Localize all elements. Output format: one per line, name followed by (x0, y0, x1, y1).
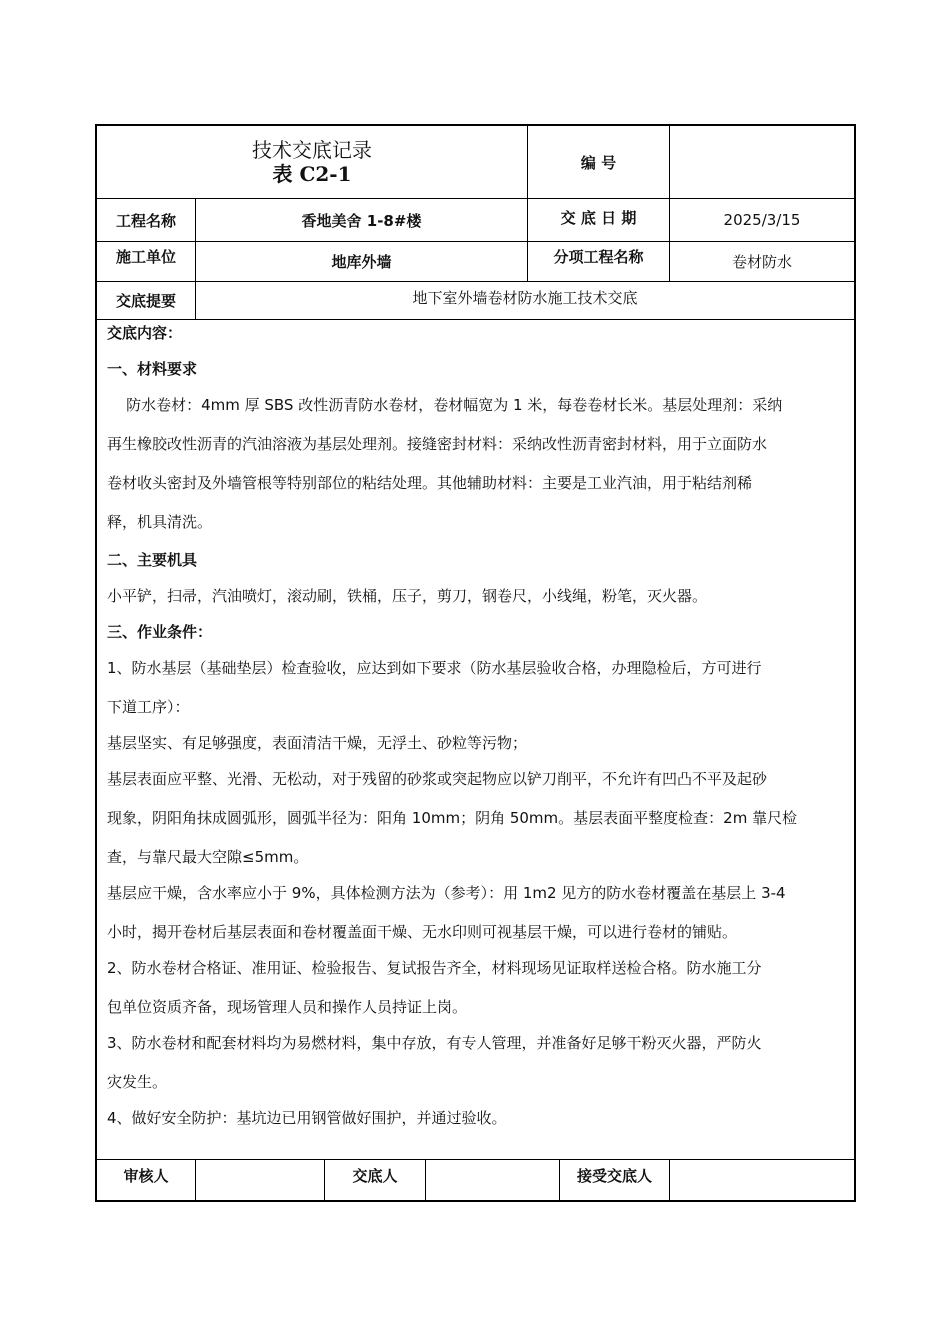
summary-label: 交底提要 (115, 292, 176, 310)
form-code: 表 C2-1 (272, 162, 352, 186)
content-line: 小平铲，扫帚，汽油喷灯，滚动刷，铁桶，压子，剪刀，钢卷尺，小线绳，粉笔，灭火器。 (107, 587, 708, 605)
form-title-block (97, 126, 527, 198)
content-line: 查，与靠尺最大空隙≤5mm。 (107, 848, 309, 866)
content-line: 基层应干燥，含水率应小于 9%，具体检测方法为（参考）：用 1m2 见方的防水卷材覆盖在基层上 3-4 (107, 884, 786, 902)
content-line: 防水卷材：4mm 厚 SBS 改性沥青防水卷材，卷材幅宽为 1 米，每卷卷材长米。基层处理剂：采纳 (107, 396, 783, 414)
content-line: 释，机具清洗。 (107, 513, 213, 531)
construction-unit-label: 施工单位 (115, 247, 176, 266)
project-name-label: 工程名称 (115, 211, 176, 230)
content-line: 卷材收头密封及外墙管根等特别部位的粘结处理。其他辅助材料：主要是工业汽油，用于粘结剂稀 (107, 474, 753, 492)
subproject-label: 分项工程名称 (553, 247, 644, 266)
subproject-value: 卷材防水 (731, 253, 792, 271)
content-line: 2、防水卷材合格证、准用证、检验报告、复试报告齐全，材料现场见证取样送检合格。防水施工分 (107, 959, 762, 977)
receiver-label: 接受交底人 (576, 1166, 652, 1185)
date-label: 交 底 日 期 (560, 208, 637, 227)
receiver-signature[interactable] (670, 1160, 854, 1202)
section-heading: 三、作业条件： (107, 623, 213, 641)
content-line: 基层坚实、有足够强度，表面清洁干燥，无浮土、砂粒等污物； (107, 734, 528, 752)
content-line: 基层表面应平整、光滑、无松动，对于残留的砂浆或突起物应以铲刀削平，不允许有凹凸不平及起砂 (107, 770, 768, 788)
form-title: 技术交底记录 (252, 138, 372, 162)
section-heading: 二、主要机具 (107, 551, 198, 569)
summary-value: 地下室外墙卷材防水施工技术交底 (412, 288, 638, 307)
reviewer-signature[interactable] (196, 1160, 324, 1202)
disclosure-form (95, 124, 856, 1202)
section-heading: 一、材料要求 (107, 360, 198, 378)
reviewer-label: 审核人 (123, 1166, 169, 1185)
discloser-signature[interactable] (426, 1160, 559, 1202)
content-line: 3、防水卷材和配套材料均为易燃材料，集中存放，有专人管理，并准备好足够干粉灭火器，严防火 (107, 1034, 762, 1052)
divider (97, 319, 854, 320)
content-line: 4、做好安全防护：基坑边已用钢管做好围护，并通过验收。 (107, 1109, 507, 1127)
construction-unit-value: 地库外墙 (331, 253, 392, 271)
content-line: 再生橡胶改性沥青的汽油溶液为基层处理剂。接缝密封材料：采纳改性沥青密封材料，用于立面防水 (107, 435, 768, 453)
content-line: 小时，揭开卷材后基层表面和卷材覆盖面干燥、无水印则可视基层干燥，可以进行卷材的铺贴。 (107, 923, 738, 941)
number-value[interactable] (670, 126, 854, 198)
content-line: 1、防水基层（基础垫层）检查验收，应达到如下要求（防水基层验收合格，办理隐检后，方可进行 (107, 659, 762, 677)
date-value: 2025/3/15 (723, 211, 801, 229)
content-heading: 交底内容： (107, 324, 183, 342)
discloser-label: 交底人 (352, 1166, 398, 1185)
content-line: 下道工序）： (107, 698, 190, 716)
number-label: 编 号 (580, 153, 617, 172)
content-line: 现象，阴阳角抹成圆弧形，圆弧半径为：阳角 10mm；阴角 50mm。基层表面平整度检查：2m 靠尺检 (107, 809, 798, 827)
content-line: 包单位资质齐备，现场管理人员和操作人员持证上岗。 (107, 998, 468, 1016)
content-line: 灾发生。 (107, 1073, 168, 1091)
project-name-value: 香地美舍 1-8#楼 (301, 211, 422, 230)
